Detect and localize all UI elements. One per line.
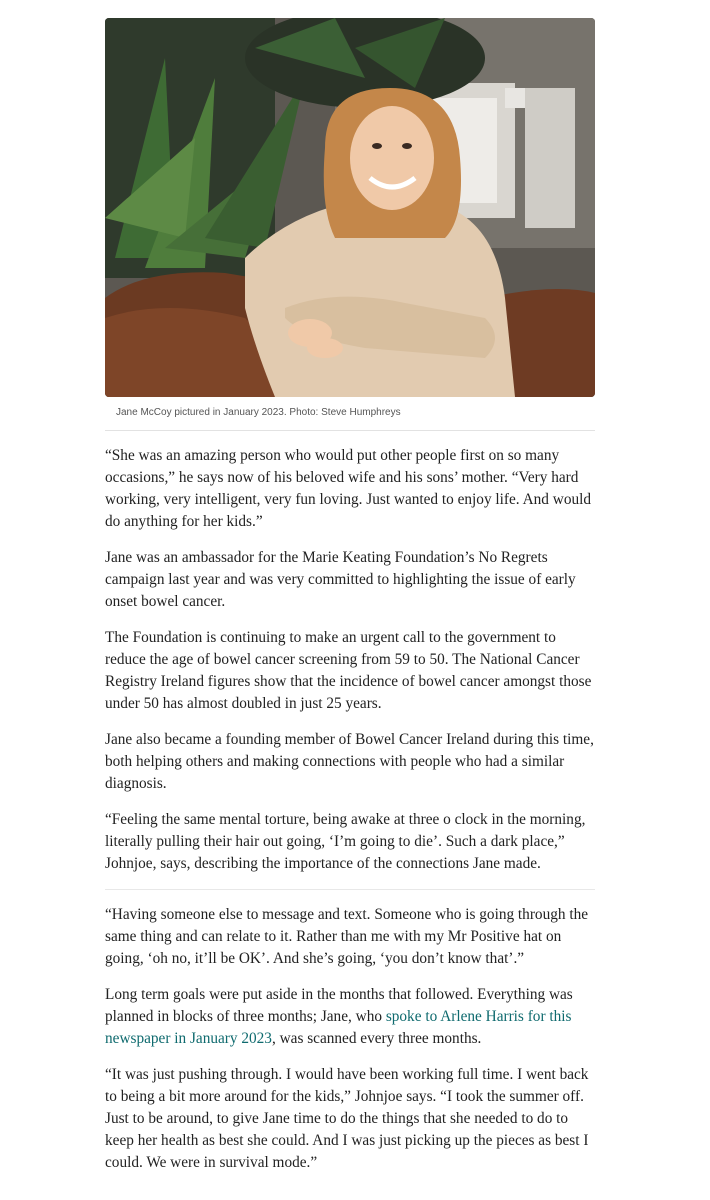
- paragraph: “She was an amazing person who would put other people first on so many occasions,” he says now of his beloved wife and his sons’ mother. “Very hard working, very intelligent, very fun loving. Just wanted to enjoy life. And would do anything for her kids.”: [105, 447, 592, 530]
- article-link[interactable]: spoke to Arlene Harris for this newspaper in January 2023: [105, 1008, 572, 1047]
- paragraph-text-after-link: , was scanned every three months.: [271, 1030, 482, 1047]
- photo-illustration: [105, 18, 595, 397]
- paragraph: The Foundation is continuing to make an urgent call to the government to reduce the age of bowel cancer screening from 59 to 50. The National Cancer Registry Ireland figures show that the incidence of bowel cancer amongst those under 50 has almost doubled in just 25 years.: [105, 629, 592, 712]
- paragraph-text-before-link: Long term goals were put aside in the months that followed. Everything was planned in blocks of three months; Jane, who: [105, 986, 573, 1025]
- paragraph-with-link: [105, 984, 595, 1050]
- paragraph: “It was just pushing through. I would have been working full time. I went back to being a bit more around for the kids,” Johnjoe says. “I took the summer off. Just to be around, to give Jane time to do the things that she needed to do to keep her health as best she could. And I was just picking up the pieces as best I could. We were in survival mode.”: [105, 1066, 589, 1171]
- paragraph: Jane was an ambassador for the Marie Keating Foundation’s No Regrets campaign last year and was very committed to highlighting the issue of early onset bowel cancer.: [105, 549, 576, 610]
- photo-caption: Jane McCoy pictured in January 2023. Photo: Steve Humphreys: [116, 407, 401, 418]
- section-divider: [105, 889, 595, 890]
- paragraph: Jane also became a founding member of Bowel Cancer Ireland during this time, both helping others and making connections with people who had a similar diagnosis.: [105, 731, 594, 792]
- caption-divider: [105, 430, 595, 431]
- article-photo: [105, 18, 595, 397]
- article-body: [105, 18, 595, 1174]
- paragraph: “Having someone else to message and text. Someone who is going through the same thing and can relate to it. Rather than me with my Mr Positive hat on going, ‘oh no, it’ll be OK’. And she’s going, ‘you don’t know that’.”: [105, 906, 589, 967]
- paragraph: “Feeling the same mental torture, being awake at three o clock in the morning, literally pulling their hair out going, ‘I’m going to die’. Such a dark place,” Johnjoe, says, describing the importance of the connections Jane made.: [105, 811, 586, 872]
